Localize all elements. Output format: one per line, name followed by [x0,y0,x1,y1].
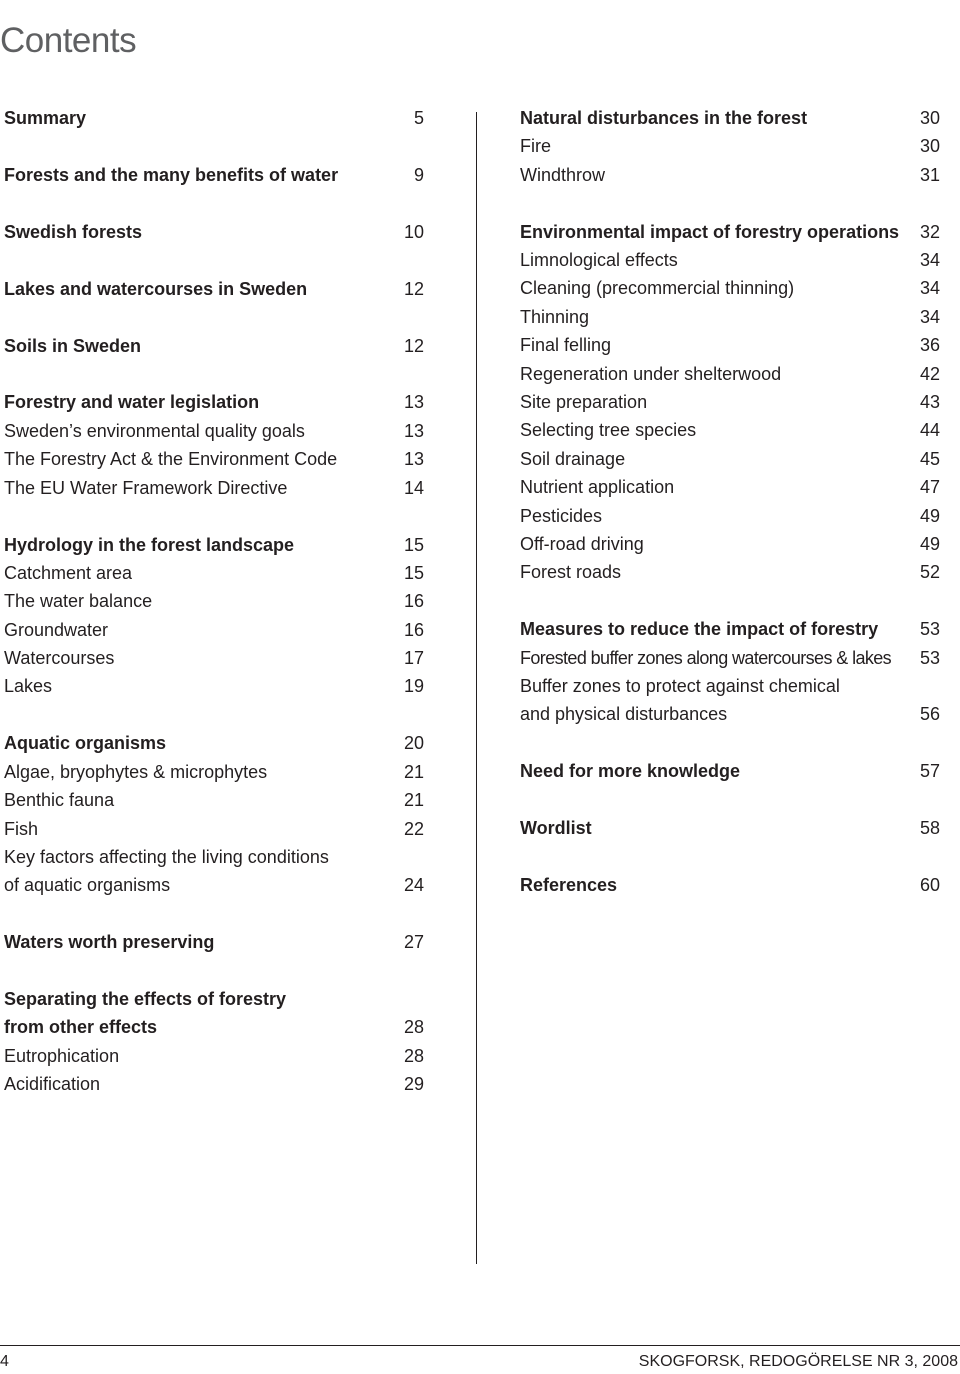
toc-entry[interactable] [520,502,940,530]
toc-section-heading[interactable] [4,729,424,757]
toc-section-heading[interactable] [520,104,940,132]
toc-section [4,218,424,246]
toc-entry-page: 27 [403,932,424,953]
toc-entry-page: 17 [403,648,424,669]
toc-entry-label: Groundwater [4,619,109,640]
toc-entry-label: of aquatic organisms [4,875,171,896]
toc-entry-page: 13 [403,392,424,413]
footer-page-number: 4 [0,1353,9,1370]
toc-section-heading[interactable] [4,985,424,1013]
toc-entry-label: Thinning [520,306,590,327]
toc-entry-page: 12 [403,278,424,299]
toc-entry-page: 53 [919,619,940,640]
toc-entry-label: Forest roads [520,562,622,583]
toc-entry-page: 36 [919,335,940,356]
toc-entry-label: Limnological effects [520,250,678,271]
toc-section [520,218,940,587]
page-title: Contents [0,21,137,61]
toc-entry[interactable] [4,644,424,672]
toc-entry-label: and physical disturbances [520,704,728,725]
toc-entry-label: Nutrient application [520,477,675,498]
toc-entry[interactable] [4,815,424,843]
toc-entry-page: 22 [403,818,424,839]
toc-entry-page: 58 [919,818,940,839]
toc-entry-label: Selecting tree species [520,420,697,441]
toc-entry-label: The water balance [4,591,153,612]
toc-entry-page: 31 [919,164,940,185]
toc-entry[interactable] [520,473,940,501]
toc-section-heading[interactable] [4,161,424,189]
toc-entry-label: Algae, bryophytes & microphytes [4,761,268,782]
toc-entry-label: Windthrow [520,164,606,185]
toc-section-heading[interactable] [520,615,940,643]
toc-entry-label: Cleaning (precommercial thinning) [520,278,795,299]
toc-entry-page: 21 [403,790,424,811]
toc-left-column [4,104,424,1127]
toc-entry-label: Aquatic organisms [4,733,167,754]
toc-entry-page: 28 [403,1045,424,1066]
toc-entry-label: Final felling [520,335,612,356]
toc-entry-page: 15 [403,562,424,583]
toc-entry-page: 34 [919,306,940,327]
toc-entry-label: Key factors affecting the living conditions [4,846,329,867]
toc-section [4,332,424,360]
toc-entry[interactable] [520,558,940,586]
toc-section-heading[interactable] [520,871,940,899]
toc-entry-page: 9 [413,164,424,185]
toc-entry-page: 52 [919,562,940,583]
toc-section-heading[interactable] [4,332,424,360]
toc-section [4,275,424,303]
toc-entry-page: 57 [919,761,940,782]
toc-section-heading[interactable] [520,757,940,785]
toc-section-heading[interactable] [4,104,424,132]
toc-section [4,729,424,899]
toc-entry-label: Forestry and water legislation [4,392,260,413]
toc-entry-label: Lakes and watercourses in Sweden [4,278,308,299]
toc-section-heading[interactable] [4,928,424,956]
toc-entry-page: 60 [919,875,940,896]
toc-entry[interactable] [520,274,940,302]
footer-rule [0,1345,960,1346]
toc-entry[interactable] [4,758,424,786]
toc-entry[interactable] [520,331,940,359]
toc-entry-label: Regeneration under shelterwood [520,363,782,384]
toc-entry-page: 44 [919,420,940,441]
toc-entry-page: 56 [919,704,940,725]
toc-entry-label: Buffer zones to protect against chemical [520,676,840,697]
toc-entry-page: 24 [403,875,424,896]
toc-section-heading[interactable] [4,531,424,559]
toc-entry-page: 13 [403,449,424,470]
toc-entry-label: Lakes [4,676,53,697]
toc-entry-label: Sweden’s environmental quality goals [4,420,305,441]
toc-entry[interactable] [4,871,424,899]
toc-right-column [520,104,940,928]
toc-entry-page: 43 [919,392,940,413]
toc-entry-label: Acidification [4,1074,101,1095]
toc-entry[interactable] [520,416,940,444]
toc-entry-label: from other effects [4,1017,158,1038]
toc-entry[interactable] [4,474,424,502]
toc-entry-label: Environmental impact of forestry operations [520,221,900,242]
toc-entry[interactable] [4,786,424,814]
toc-entry-label: Off-road driving [520,533,644,554]
toc-entry[interactable] [4,445,424,473]
toc-section [520,871,940,899]
toc-entry[interactable] [4,587,424,615]
toc-entry-page: 10 [403,221,424,242]
toc-entry[interactable] [520,388,940,416]
toc-entry[interactable] [520,672,940,700]
toc-entry[interactable] [520,360,940,388]
toc-entry[interactable] [520,700,940,728]
toc-section-heading[interactable] [4,388,424,416]
toc-entry-label: Site preparation [520,392,648,413]
toc-entry[interactable] [520,303,940,331]
toc-section [520,814,940,842]
toc-entry-page: 47 [919,477,940,498]
toc-entry-label: Need for more knowledge [520,761,741,782]
toc-entry[interactable] [520,644,940,672]
toc-entry-page: 19 [403,676,424,697]
toc-entry[interactable] [520,132,940,160]
toc-section [4,985,424,1099]
toc-entry-label: Forests and the many benefits of water [4,164,339,185]
toc-entry-page: 13 [403,420,424,441]
toc-entry-page: 30 [919,136,940,157]
toc-entry-page: 32 [919,221,940,242]
toc-entry-page: 16 [403,591,424,612]
toc-entry-label: Fish [4,818,39,839]
toc-entry-page: 34 [919,278,940,299]
toc-entry-label: Separating the effects of forestry [4,989,287,1010]
toc-entry-page: 42 [919,363,940,384]
toc-entry-label: Forested buffer zones along watercourses & lakes [520,647,892,668]
toc-entry-page: 16 [403,619,424,640]
toc-entry-page: 14 [403,477,424,498]
toc-entry-label: Measures to reduce the impact of forestry [520,619,879,640]
toc-entry[interactable] [520,161,940,189]
toc-entry-label: Hydrology in the forest landscape [4,534,295,555]
toc-entry-label: Wordlist [520,818,592,839]
toc-entry-label: Eutrophication [4,1045,120,1066]
toc-section-heading[interactable] [4,1013,424,1041]
toc-section-heading[interactable] [520,218,940,246]
toc-entry-label: Catchment area [4,562,133,583]
toc-entry-page: 12 [403,335,424,356]
toc-entry-page: 53 [919,647,940,668]
toc-entry-page: 20 [403,733,424,754]
toc-section-heading[interactable] [520,814,940,842]
toc-entry-page: 5 [413,108,424,128]
toc-section-heading[interactable] [4,218,424,246]
toc-section [4,104,424,132]
toc-entry-label: Watercourses [4,648,115,669]
toc-entry[interactable] [4,616,424,644]
toc-entry-page: 29 [403,1074,424,1095]
toc-section [520,757,940,785]
toc-entry-page: 34 [919,250,940,271]
footer-publication: SKOGFORSK, REDOGÖRELSE NR 3, 2008 [638,1353,958,1370]
toc-entry-label: Benthic fauna [4,790,115,811]
toc-entry-label: Fire [520,136,551,157]
toc-section-heading[interactable] [4,275,424,303]
toc-entry-page: 49 [919,505,940,526]
column-divider [476,112,477,1264]
toc-entry-label: Soil drainage [520,448,626,469]
toc-entry-page: 28 [403,1017,424,1038]
toc-entry-label: Soils in Sweden [4,335,142,356]
toc-entry[interactable] [4,417,424,445]
toc-entry-page: 15 [403,534,424,555]
toc-entry[interactable] [520,530,940,558]
toc-entry-label: Swedish forests [4,221,143,242]
toc-entry-label: Summary [4,108,87,128]
toc-entry[interactable] [4,1070,424,1098]
toc-entry-label: Natural disturbances in the forest [520,108,808,128]
toc-entry[interactable] [520,445,940,473]
toc-entry-page: 49 [919,533,940,554]
toc-section [4,531,424,701]
toc-entry-label: The Forestry Act & the Environment Code [4,449,338,470]
toc-entry-label: The EU Water Framework Directive [4,477,288,498]
toc-entry[interactable] [520,246,940,274]
toc-entry-label: Pesticides [520,505,603,526]
toc-section [4,161,424,189]
toc-section [4,388,424,502]
toc-entry[interactable] [4,843,424,871]
toc-entry-page: 21 [403,761,424,782]
toc-section [520,615,940,729]
toc-entry-page: 30 [919,108,940,128]
toc-entry[interactable] [4,1042,424,1070]
toc-section [4,928,424,956]
toc-entry[interactable] [4,559,424,587]
toc-entry[interactable] [4,672,424,700]
toc-entry-page: 45 [919,448,940,469]
toc-entry-label: References [520,875,618,896]
toc-section [520,104,940,189]
toc-entry-label: Waters worth preserving [4,932,215,953]
